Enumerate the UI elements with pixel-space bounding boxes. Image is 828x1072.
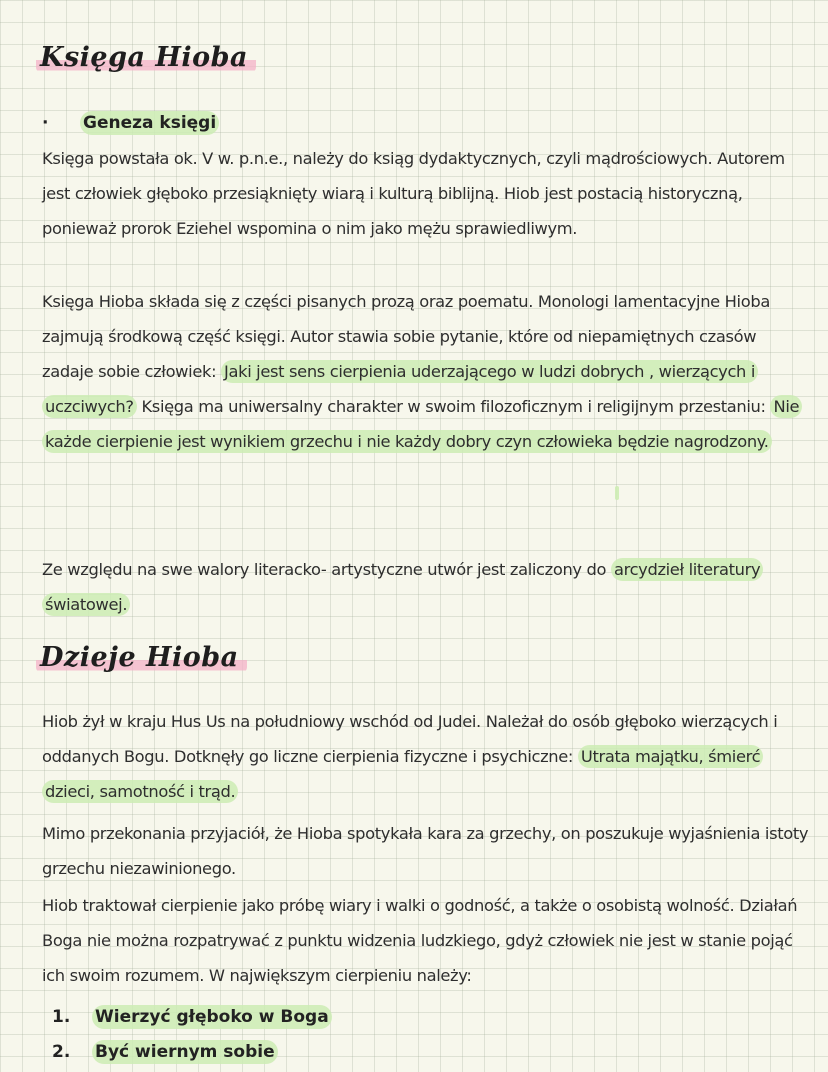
paragraph-structure-text-a: Księga Hioba składa się z części pisanych prozą oraz poematu. Monologi lamentacyjne Hioba zajmują środkową część księgi. Autor stawia sobie pytanie, które od niepamiętnych czasów zadaje sobie człowiek: — [42, 292, 770, 381]
paragraph-structure — [42, 284, 812, 459]
list-number: 1. — [52, 1007, 71, 1027]
highlighter-dot — [615, 486, 619, 500]
paragraph-artistic-value — [42, 552, 812, 622]
highlight-question: Jaki jest sens cierpienia uderzającego w ludzi dobrych , wierzących i uczciwych? — [42, 360, 758, 418]
list-item — [52, 1035, 278, 1069]
paragraph-faith-test: Hiob traktował cierpienie jako próbę wiary i walki o godność, a także o osobistą wolność. Działań Boga nie można rozpatrywać z punktu widzenia ludzkiego, gdyż człowiek nie jest w stanie pojąć ich swoim rozumem. W największym cierpieniu należy: — [42, 896, 798, 985]
title-ksiega-hioba: Księga Hioba — [36, 42, 256, 73]
subheading-geneza-text: Geneza księgi — [80, 111, 219, 135]
paragraph-life-text: Hiob żył w kraju Hus Us na południowy wschód od Judei. Należał do osób głęboko wierzących i oddanych Bogu. Dotknęły go liczne cierpienia fizyczne i psychiczne: — [42, 712, 778, 766]
highlight-suffering: Utrata majątku, śmierć dzieci, samotność i trąd. — [42, 745, 763, 803]
list-number: 2. — [52, 1042, 71, 1062]
paragraph-genesis: Księga powstała ok. V w. p.n.e., należy do ksiąg dydaktycznych, czyli mądrościowych. Autorem jest człowiek głęboko przesiąknięty wiarą i kulturą biblijną. Hiob jest postacią historyczną, ponieważ prorok Eziehel wspomina o nim jako mężu sprawiedliwym. — [42, 149, 785, 238]
list-item — [52, 1000, 332, 1034]
paragraph-friends: Mimo przekonania przyjaciół, że Hioba spotykała kara za grzechy, on poszukuje wyjaśnienia istoty grzechu niezawinionego. — [42, 824, 809, 878]
paragraph-life-of-job — [42, 704, 812, 809]
list-item-text: Wierzyć głęboko w Boga — [92, 1005, 332, 1029]
list-item-text: Być wiernym sobie — [92, 1040, 278, 1064]
highlight-message: Nie każde cierpienie jest wynikiem grzechu i nie każdy dobry czyn człowieka będzie nagrodzony. — [42, 395, 802, 453]
bullet-mark: · — [42, 113, 49, 133]
paragraph-artistic-text: Ze względu na swe walory literacko- artystyczne utwór jest zaliczony do — [42, 560, 611, 579]
highlight-masterpiece: arcydzieł literatury światowej. — [42, 558, 763, 616]
title-dzieje-hioba: Dzieje Hioba — [36, 642, 247, 673]
paragraph-structure-text-b: Księga ma uniwersalny charakter w swoim filozoficznym i religijnym przestaniu: — [136, 397, 771, 416]
subheading-geneza — [42, 107, 219, 139]
